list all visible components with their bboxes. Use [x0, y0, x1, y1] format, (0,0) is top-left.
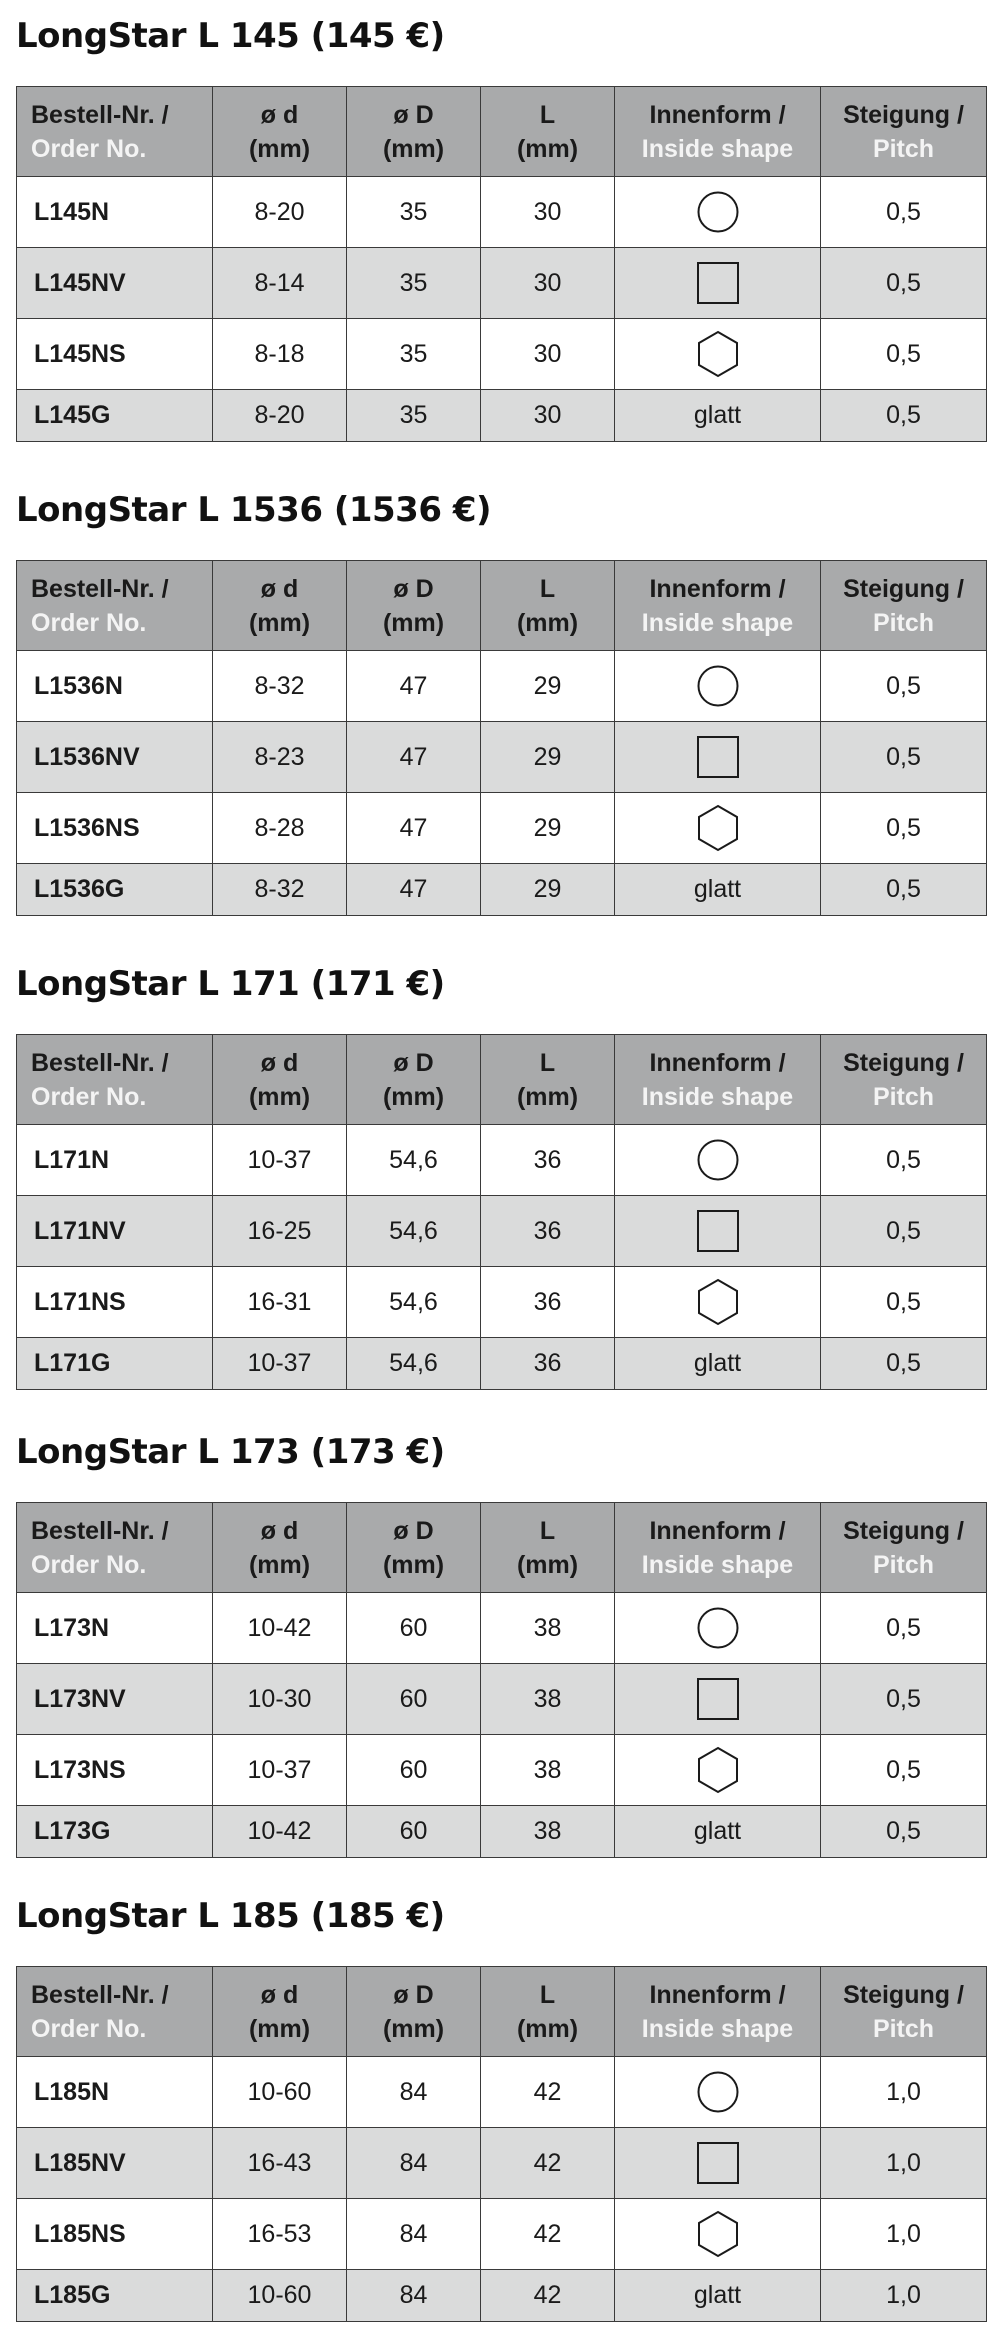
table-row — [17, 1338, 987, 1390]
pitch-cell: 1,0 — [821, 2199, 987, 2270]
table-row — [17, 2057, 987, 2128]
header-pitch-en: Pitch — [872, 1550, 935, 1579]
header-order-de: Bestell-Nr. / — [31, 574, 169, 603]
header-shape-en: Inside shape — [641, 1082, 794, 1111]
table-row — [17, 1593, 987, 1664]
inner-diameter-cell: 16-25 — [213, 1196, 347, 1267]
header-pitch — [821, 1967, 987, 2057]
inner-diameter-cell: 8-32 — [213, 651, 347, 722]
outer-diameter-cell: 54,6 — [347, 1338, 481, 1390]
table-row — [17, 319, 987, 390]
order-number-cell: L171N — [17, 1125, 213, 1196]
length-cell: 36 — [481, 1125, 615, 1196]
pitch-cell: 0,5 — [821, 1593, 987, 1664]
header-order-no — [17, 87, 213, 177]
header-d-label: ø d — [260, 1980, 299, 2009]
outer-diameter-cell: 35 — [347, 248, 481, 319]
header-L-label: L — [539, 100, 556, 129]
outer-diameter-cell: 54,6 — [347, 1125, 481, 1196]
spec-table — [16, 1502, 987, 1858]
square-shape-icon — [696, 735, 740, 779]
header-inside-shape — [615, 87, 821, 177]
section-title: LongStar L 1536 (1536 €) — [16, 490, 492, 530]
header-D-unit: (mm) — [382, 1082, 445, 1111]
table-row — [17, 1735, 987, 1806]
order-number-cell: L173N — [17, 1593, 213, 1664]
length-cell: 30 — [481, 177, 615, 248]
header-shape-de: Innenform / — [649, 574, 786, 603]
pitch-cell: 0,5 — [821, 1338, 987, 1390]
header-d-unit: (mm) — [248, 608, 311, 637]
outer-diameter-cell: 84 — [347, 2057, 481, 2128]
header-order-de: Bestell-Nr. / — [31, 1980, 169, 2009]
length-cell: 36 — [481, 1267, 615, 1338]
header-length — [481, 87, 615, 177]
spec-table — [16, 1966, 987, 2322]
header-inner-diameter — [213, 87, 347, 177]
pitch-cell: 0,5 — [821, 390, 987, 442]
header-length — [481, 1035, 615, 1125]
header-inside-shape — [615, 561, 821, 651]
header-L-unit: (mm) — [516, 608, 579, 637]
inside-shape-cell — [615, 248, 821, 319]
header-L-label: L — [539, 1048, 556, 1077]
length-cell: 42 — [481, 2199, 615, 2270]
outer-diameter-cell: 84 — [347, 2199, 481, 2270]
header-pitch-en: Pitch — [872, 134, 935, 163]
header-pitch-de: Steigung / — [843, 1980, 964, 2009]
order-number-cell: L1536N — [17, 651, 213, 722]
table-header-row — [17, 1967, 987, 2057]
inside-shape-cell — [615, 1125, 821, 1196]
header-pitch-en: Pitch — [872, 608, 935, 637]
order-number-cell: L1536NS — [17, 793, 213, 864]
inner-diameter-cell: 8-28 — [213, 793, 347, 864]
table-row — [17, 793, 987, 864]
header-d-label: ø d — [260, 100, 299, 129]
header-d-unit: (mm) — [248, 134, 311, 163]
header-order-en: Order No. — [31, 2014, 147, 2043]
circle-shape-icon — [696, 1138, 740, 1182]
header-order-en: Order No. — [31, 1082, 147, 1111]
header-inside-shape — [615, 1503, 821, 1593]
length-cell: 42 — [481, 2057, 615, 2128]
table-row — [17, 390, 987, 442]
order-number-cell: L145G — [17, 390, 213, 442]
inner-diameter-cell: 10-37 — [213, 1125, 347, 1196]
header-order-de: Bestell-Nr. / — [31, 100, 169, 129]
circle-shape-icon — [696, 664, 740, 708]
inner-diameter-cell: 10-30 — [213, 1664, 347, 1735]
header-shape-en: Inside shape — [641, 608, 794, 637]
square-shape-icon — [696, 1209, 740, 1253]
length-cell: 36 — [481, 1196, 615, 1267]
order-number-cell: L185N — [17, 2057, 213, 2128]
inner-diameter-cell: 10-37 — [213, 1338, 347, 1390]
outer-diameter-cell: 60 — [347, 1593, 481, 1664]
square-shape-icon — [696, 2141, 740, 2185]
order-number-cell: L145N — [17, 177, 213, 248]
header-inside-shape — [615, 1967, 821, 2057]
header-d-unit: (mm) — [248, 2014, 311, 2043]
header-outer-diameter — [347, 87, 481, 177]
inner-diameter-cell: 16-31 — [213, 1267, 347, 1338]
header-shape-de: Innenform / — [649, 1516, 786, 1545]
inner-diameter-cell: 10-60 — [213, 2057, 347, 2128]
header-length — [481, 1967, 615, 2057]
inner-diameter-cell: 8-14 — [213, 248, 347, 319]
table-row — [17, 1664, 987, 1735]
pitch-cell: 0,5 — [821, 319, 987, 390]
inner-diameter-cell: 10-37 — [213, 1735, 347, 1806]
inside-shape-cell — [615, 651, 821, 722]
length-cell: 38 — [481, 1664, 615, 1735]
inside-shape-cell — [615, 1735, 821, 1806]
inside-shape-cell — [615, 177, 821, 248]
header-pitch — [821, 1035, 987, 1125]
table-row — [17, 864, 987, 916]
section-title: LongStar L 145 (145 €) — [16, 16, 445, 56]
section-title: LongStar L 173 (173 €) — [16, 1432, 445, 1472]
header-pitch-de: Steigung / — [843, 1048, 964, 1077]
hexagon-shape-icon — [696, 330, 740, 378]
outer-diameter-cell: 54,6 — [347, 1196, 481, 1267]
header-shape-de: Innenform / — [649, 1048, 786, 1077]
hexagon-shape-icon — [696, 1746, 740, 1794]
inside-shape-cell — [615, 2199, 821, 2270]
pitch-cell: 1,0 — [821, 2270, 987, 2322]
header-D-label: ø D — [393, 1048, 434, 1077]
outer-diameter-cell: 35 — [347, 177, 481, 248]
header-D-label: ø D — [393, 1516, 434, 1545]
pitch-cell: 0,5 — [821, 722, 987, 793]
header-D-unit: (mm) — [382, 608, 445, 637]
header-order-no — [17, 1503, 213, 1593]
inside-shape-cell — [615, 319, 821, 390]
header-order-de: Bestell-Nr. / — [31, 1516, 169, 1545]
order-number-cell: L145NS — [17, 319, 213, 390]
inside-shape-cell: glatt — [615, 1806, 821, 1858]
header-outer-diameter — [347, 561, 481, 651]
outer-diameter-cell: 47 — [347, 722, 481, 793]
header-d-unit: (mm) — [248, 1550, 311, 1579]
table-row — [17, 1267, 987, 1338]
header-inner-diameter — [213, 1967, 347, 2057]
header-D-unit: (mm) — [382, 134, 445, 163]
header-order-en: Order No. — [31, 1550, 147, 1579]
order-number-cell: L185G — [17, 2270, 213, 2322]
inside-shape-cell: glatt — [615, 864, 821, 916]
table-header-row — [17, 561, 987, 651]
header-pitch-de: Steigung / — [843, 574, 964, 603]
header-D-label: ø D — [393, 100, 434, 129]
length-cell: 29 — [481, 722, 615, 793]
header-shape-de: Innenform / — [649, 100, 786, 129]
order-number-cell: L1536G — [17, 864, 213, 916]
circle-shape-icon — [696, 1606, 740, 1650]
header-order-no — [17, 1967, 213, 2057]
header-pitch-de: Steigung / — [843, 1516, 964, 1545]
pitch-cell: 0,5 — [821, 177, 987, 248]
table-row — [17, 1196, 987, 1267]
header-L-unit: (mm) — [516, 134, 579, 163]
header-length — [481, 1503, 615, 1593]
header-outer-diameter — [347, 1035, 481, 1125]
header-d-label: ø d — [260, 1516, 299, 1545]
header-pitch-en: Pitch — [872, 1082, 935, 1111]
header-shape-en: Inside shape — [641, 2014, 794, 2043]
order-number-cell: L185NS — [17, 2199, 213, 2270]
outer-diameter-cell: 84 — [347, 2128, 481, 2199]
header-outer-diameter — [347, 1967, 481, 2057]
inside-shape-cell — [615, 1664, 821, 1735]
pitch-cell: 1,0 — [821, 2128, 987, 2199]
outer-diameter-cell: 35 — [347, 319, 481, 390]
header-d-label: ø d — [260, 1048, 299, 1077]
inside-shape-cell — [615, 2128, 821, 2199]
header-pitch — [821, 1503, 987, 1593]
table-row — [17, 722, 987, 793]
inner-diameter-cell: 10-60 — [213, 2270, 347, 2322]
table-row — [17, 651, 987, 722]
order-number-cell: L171G — [17, 1338, 213, 1390]
inner-diameter-cell: 8-23 — [213, 722, 347, 793]
table-row — [17, 1806, 987, 1858]
order-number-cell: L173NV — [17, 1664, 213, 1735]
inside-shape-cell: glatt — [615, 2270, 821, 2322]
inner-diameter-cell: 10-42 — [213, 1806, 347, 1858]
header-L-label: L — [539, 1516, 556, 1545]
table-header-row — [17, 1035, 987, 1125]
header-shape-de: Innenform / — [649, 1980, 786, 2009]
inside-shape-cell: glatt — [615, 1338, 821, 1390]
length-cell: 29 — [481, 793, 615, 864]
square-shape-icon — [696, 261, 740, 305]
length-cell: 38 — [481, 1735, 615, 1806]
table-header-row — [17, 1503, 987, 1593]
header-D-label: ø D — [393, 1980, 434, 2009]
table-row — [17, 2270, 987, 2322]
inside-shape-cell — [615, 1593, 821, 1664]
outer-diameter-cell: 47 — [347, 793, 481, 864]
inner-diameter-cell: 10-42 — [213, 1593, 347, 1664]
length-cell: 30 — [481, 319, 615, 390]
table-row — [17, 1125, 987, 1196]
table-row — [17, 248, 987, 319]
header-pitch — [821, 87, 987, 177]
length-cell: 38 — [481, 1593, 615, 1664]
length-cell: 29 — [481, 864, 615, 916]
order-number-cell: L171NV — [17, 1196, 213, 1267]
outer-diameter-cell: 60 — [347, 1806, 481, 1858]
header-L-unit: (mm) — [516, 1550, 579, 1579]
header-d-unit: (mm) — [248, 1082, 311, 1111]
pitch-cell: 0,5 — [821, 864, 987, 916]
header-order-no — [17, 561, 213, 651]
header-pitch — [821, 561, 987, 651]
header-shape-en: Inside shape — [641, 134, 794, 163]
length-cell: 38 — [481, 1806, 615, 1858]
order-number-cell: L173G — [17, 1806, 213, 1858]
pitch-cell: 0,5 — [821, 1806, 987, 1858]
header-D-unit: (mm) — [382, 2014, 445, 2043]
pitch-cell: 0,5 — [821, 1125, 987, 1196]
header-shape-en: Inside shape — [641, 1550, 794, 1579]
outer-diameter-cell: 35 — [347, 390, 481, 442]
header-order-de: Bestell-Nr. / — [31, 1048, 169, 1077]
header-D-unit: (mm) — [382, 1550, 445, 1579]
section-title: LongStar L 185 (185 €) — [16, 1896, 445, 1936]
pitch-cell: 0,5 — [821, 651, 987, 722]
hexagon-shape-icon — [696, 804, 740, 852]
outer-diameter-cell: 60 — [347, 1735, 481, 1806]
outer-diameter-cell: 84 — [347, 2270, 481, 2322]
pitch-cell: 0,5 — [821, 248, 987, 319]
table-row — [17, 2199, 987, 2270]
header-D-label: ø D — [393, 574, 434, 603]
header-L-label: L — [539, 1980, 556, 2009]
order-number-cell: L1536NV — [17, 722, 213, 793]
length-cell: 42 — [481, 2270, 615, 2322]
square-shape-icon — [696, 1677, 740, 1721]
header-L-label: L — [539, 574, 556, 603]
length-cell: 36 — [481, 1338, 615, 1390]
header-outer-diameter — [347, 1503, 481, 1593]
inner-diameter-cell: 16-53 — [213, 2199, 347, 2270]
table-row — [17, 177, 987, 248]
circle-shape-icon — [696, 2070, 740, 2114]
inside-shape-cell: glatt — [615, 390, 821, 442]
outer-diameter-cell: 47 — [347, 864, 481, 916]
outer-diameter-cell: 54,6 — [347, 1267, 481, 1338]
pitch-cell: 0,5 — [821, 1664, 987, 1735]
header-pitch-en: Pitch — [872, 2014, 935, 2043]
header-order-no — [17, 1035, 213, 1125]
header-pitch-de: Steigung / — [843, 100, 964, 129]
header-inner-diameter — [213, 1035, 347, 1125]
header-inner-diameter — [213, 1503, 347, 1593]
inside-shape-cell — [615, 793, 821, 864]
pitch-cell: 0,5 — [821, 1267, 987, 1338]
length-cell: 29 — [481, 651, 615, 722]
section-title: LongStar L 171 (171 €) — [16, 964, 445, 1004]
spec-table — [16, 1034, 987, 1390]
spec-table — [16, 86, 987, 442]
inside-shape-cell — [615, 1267, 821, 1338]
header-inner-diameter — [213, 561, 347, 651]
inner-diameter-cell: 8-18 — [213, 319, 347, 390]
spec-table — [16, 560, 987, 916]
inner-diameter-cell: 8-20 — [213, 177, 347, 248]
inner-diameter-cell: 16-43 — [213, 2128, 347, 2199]
header-L-unit: (mm) — [516, 2014, 579, 2043]
header-order-en: Order No. — [31, 134, 147, 163]
table-row — [17, 2128, 987, 2199]
hexagon-shape-icon — [696, 2210, 740, 2258]
table-header-row — [17, 87, 987, 177]
header-d-label: ø d — [260, 574, 299, 603]
inside-shape-cell — [615, 722, 821, 793]
pitch-cell: 0,5 — [821, 1735, 987, 1806]
order-number-cell: L171NS — [17, 1267, 213, 1338]
hexagon-shape-icon — [696, 1278, 740, 1326]
pitch-cell: 1,0 — [821, 2057, 987, 2128]
header-inside-shape — [615, 1035, 821, 1125]
length-cell: 30 — [481, 248, 615, 319]
inside-shape-cell — [615, 1196, 821, 1267]
order-number-cell: L173NS — [17, 1735, 213, 1806]
outer-diameter-cell: 60 — [347, 1664, 481, 1735]
pitch-cell: 0,5 — [821, 793, 987, 864]
order-number-cell: L185NV — [17, 2128, 213, 2199]
header-length — [481, 561, 615, 651]
inner-diameter-cell: 8-20 — [213, 390, 347, 442]
length-cell: 42 — [481, 2128, 615, 2199]
length-cell: 30 — [481, 390, 615, 442]
circle-shape-icon — [696, 190, 740, 234]
outer-diameter-cell: 47 — [347, 651, 481, 722]
header-order-en: Order No. — [31, 608, 147, 637]
inner-diameter-cell: 8-32 — [213, 864, 347, 916]
pitch-cell: 0,5 — [821, 1196, 987, 1267]
order-number-cell: L145NV — [17, 248, 213, 319]
header-L-unit: (mm) — [516, 1082, 579, 1111]
inside-shape-cell — [615, 2057, 821, 2128]
